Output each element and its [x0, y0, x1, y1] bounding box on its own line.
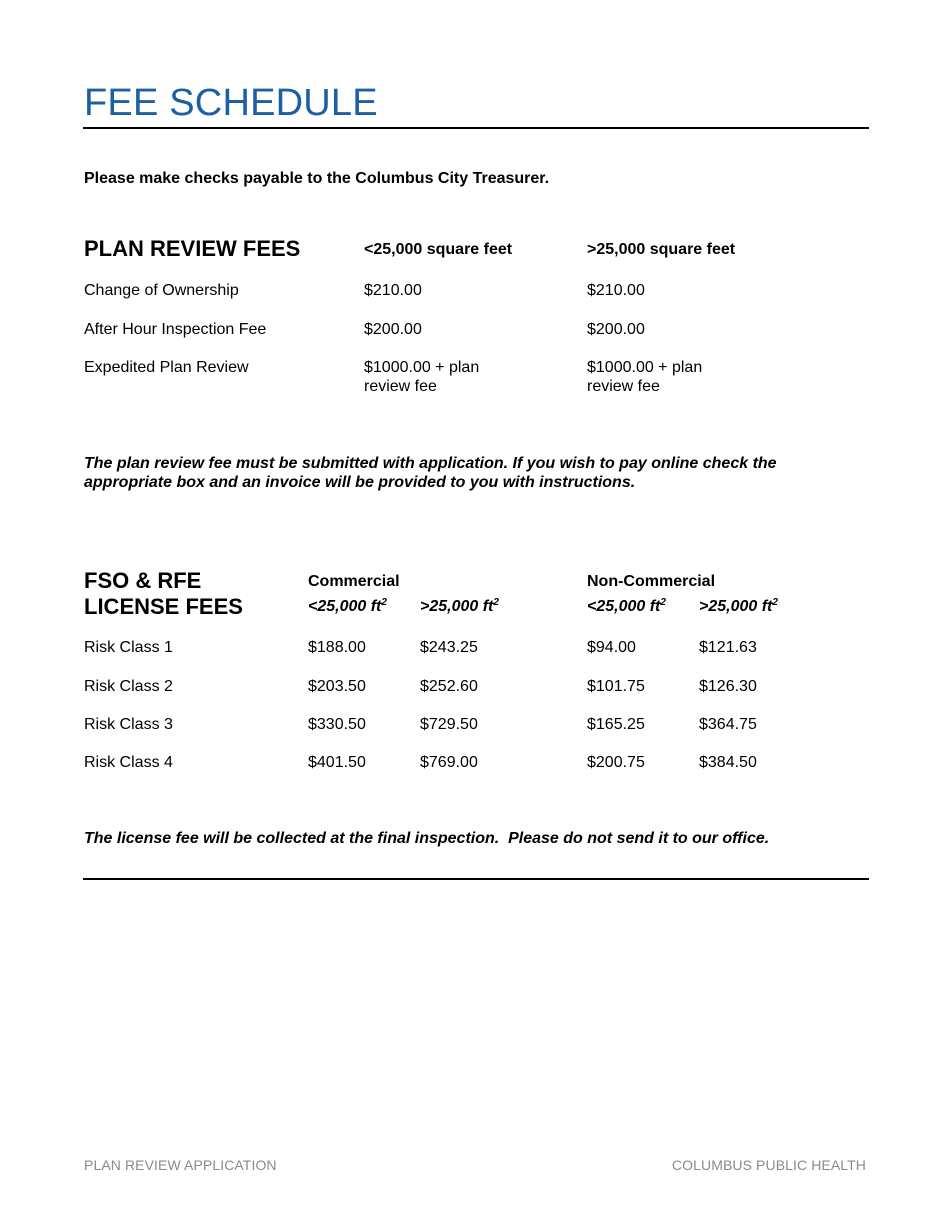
non-commercial-large-fee: $364.75 [699, 716, 757, 733]
subheader-text: <25,000 ft [308, 598, 382, 615]
plan-review-row-label: Expedited Plan Review [84, 359, 249, 376]
plan-review-row-label: Change of Ownership [84, 282, 239, 299]
plan-review-row-large-line: review fee [587, 378, 660, 395]
squared-superscript: 2 [660, 597, 666, 608]
non-commercial-large-subheader [699, 598, 778, 616]
plan-review-row-label: After Hour Inspection Fee [84, 321, 267, 338]
commercial-large-fee: $729.50 [420, 716, 478, 733]
subheader-text: >25,000 ft [420, 598, 494, 615]
non-commercial-large-fee: $126.30 [699, 678, 757, 695]
plan-review-row-small-line: review fee [364, 378, 437, 395]
commercial-small-fee: $401.50 [308, 754, 366, 771]
non-commercial-large-fee: $121.63 [699, 639, 757, 656]
commercial-small-fee: $330.50 [308, 716, 366, 733]
commercial-large-fee: $769.00 [420, 754, 478, 771]
plan-review-row-large: $200.00 [587, 321, 645, 338]
checks-payable-note: Please make checks payable to the Columbus City Treasurer. [84, 170, 550, 187]
commercial-header: Commercial [308, 573, 400, 590]
squared-superscript: 2 [381, 597, 387, 608]
non-commercial-small-subheader [587, 598, 666, 616]
commercial-large-fee: $252.60 [420, 678, 478, 695]
non-commercial-header: Non-Commercial [587, 573, 716, 590]
plan-review-row-small: $210.00 [364, 282, 422, 299]
risk-class-label: Risk Class 2 [84, 678, 173, 695]
plan-review-note [84, 454, 777, 492]
squared-superscript: 2 [772, 597, 778, 608]
risk-class-label: Risk Class 4 [84, 754, 173, 771]
commercial-large-fee: $243.25 [420, 639, 478, 656]
non-commercial-large-fee: $384.50 [699, 754, 757, 771]
plan-review-note-line: appropriate box and an invoice will be provided to you with instructions. [84, 474, 636, 491]
plan-review-row-small: $200.00 [364, 321, 422, 338]
non-commercial-small-fee: $200.75 [587, 754, 645, 771]
squared-superscript: 2 [493, 597, 499, 608]
plan-review-col-small: <25,000 square feet [364, 241, 513, 258]
non-commercial-small-fee: $101.75 [587, 678, 645, 695]
commercial-large-subheader [420, 598, 499, 616]
plan-review-row-large [587, 358, 702, 396]
non-commercial-small-fee: $94.00 [587, 639, 636, 656]
footer-left: PLAN REVIEW APPLICATION [84, 1157, 277, 1173]
title-divider [83, 127, 869, 129]
risk-class-label: Risk Class 1 [84, 639, 173, 656]
subheader-text: <25,000 ft [587, 598, 661, 615]
license-heading-line: FSO & RFE [84, 568, 202, 593]
bottom-divider [83, 878, 869, 880]
plan-review-heading: PLAN REVIEW FEES [84, 236, 301, 261]
plan-review-row-small [364, 358, 479, 396]
license-fee-note: The license fee will be collected at the final inspection. Please do not send it to our office. [84, 830, 770, 847]
risk-class-label: Risk Class 3 [84, 716, 173, 733]
commercial-small-fee: $188.00 [308, 639, 366, 656]
subheader-text: >25,000 ft [699, 598, 773, 615]
plan-review-note-line: The plan review fee must be submitted with application. If you wish to pay online check the [84, 455, 777, 472]
page-title: FEE SCHEDULE [84, 82, 378, 124]
license-heading-line: LICENSE FEES [84, 594, 243, 619]
plan-review-row-large-line: $1000.00 + plan [587, 359, 703, 376]
plan-review-row-small-line: $1000.00 + plan [364, 359, 480, 376]
plan-review-row-large: $210.00 [587, 282, 645, 299]
non-commercial-small-fee: $165.25 [587, 716, 645, 733]
commercial-small-fee: $203.50 [308, 678, 366, 695]
license-heading [84, 568, 243, 620]
plan-review-col-large: >25,000 square feet [587, 241, 736, 258]
commercial-small-subheader [308, 598, 387, 616]
footer-right: COLUMBUS PUBLIC HEALTH [671, 1157, 866, 1173]
